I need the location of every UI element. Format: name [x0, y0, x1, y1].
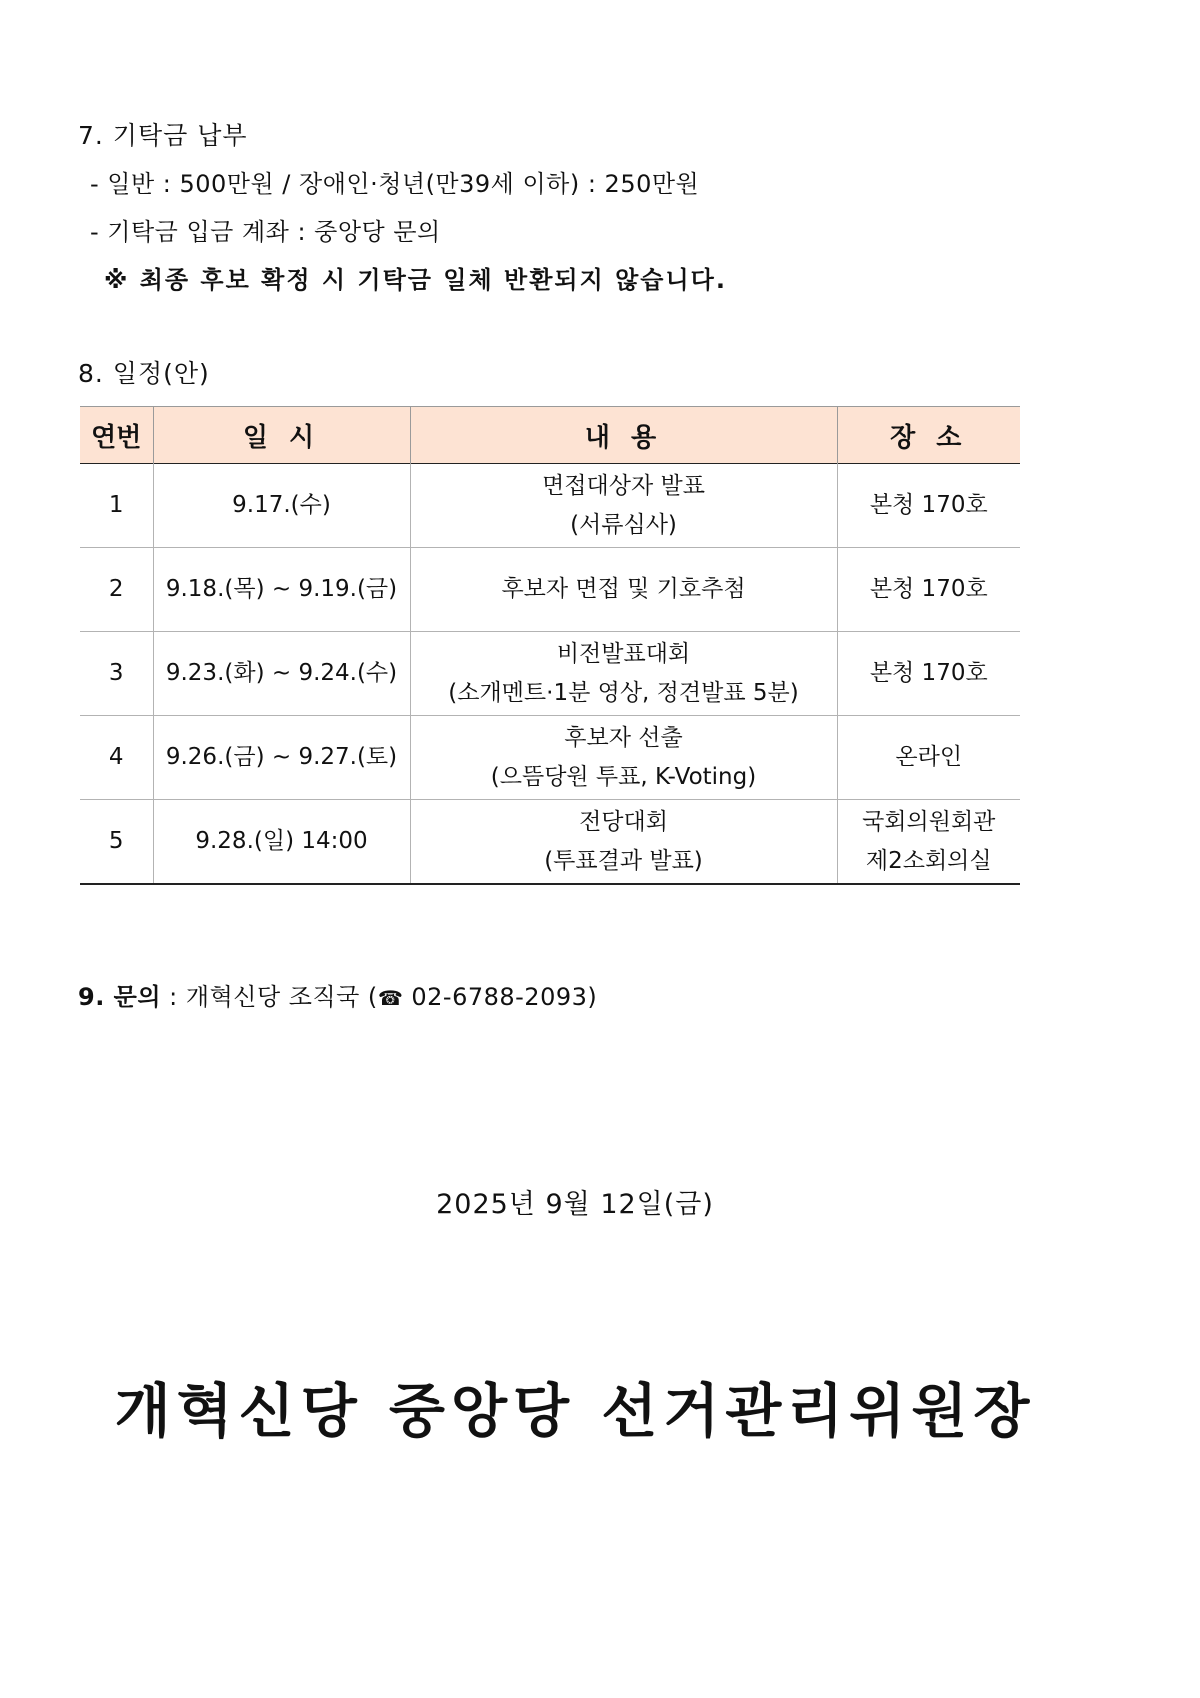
section-8-title: 8. 일정(안)	[78, 359, 210, 388]
row-no: 4	[80, 716, 153, 800]
row-no: 3	[80, 632, 153, 716]
contact-phone: 02-6788-2093)	[403, 983, 598, 1011]
schedule-table	[80, 406, 1020, 885]
row-content	[410, 716, 837, 800]
table-row	[80, 632, 1020, 716]
row-content-line2: (서류심사)	[570, 511, 677, 538]
row-content-line1: 면접대상자 발표	[542, 472, 705, 499]
table-row	[80, 800, 1020, 885]
row-content	[410, 548, 837, 632]
header-content: 내 용	[410, 407, 837, 464]
row-no: 2	[80, 548, 153, 632]
row-content-line1: 후보자 면접 및 기호추첨	[501, 576, 746, 602]
header-no: 연번	[80, 407, 153, 464]
contact-org: 개혁신당 조직국 (	[185, 983, 378, 1011]
signature-title: 개혁신당 중앙당 선거관리위원장	[114, 1377, 1036, 1445]
row-content	[410, 464, 837, 548]
deposit-account-line: - 기탁금 입금 계좌 : 중앙당 문의	[90, 218, 441, 246]
deposit-notice: ※ 최종 후보 확정 시 기탁금 일체 반환되지 않습니다.	[104, 266, 727, 294]
row-content-line1: 비전발표대회	[556, 640, 691, 667]
row-content-line1: 전당대회	[579, 808, 668, 835]
deposit-amount-line: - 일반 : 500만원 / 장애인·청년(만39세 이하) : 250만원	[90, 170, 700, 198]
header-datetime: 일 시	[153, 407, 410, 464]
row-date: 9.28.(일) 14:00	[153, 800, 410, 885]
row-place: 본청 170호	[837, 464, 1020, 548]
table-row	[80, 716, 1020, 800]
row-content-line2: (소개멘트·1분 영상, 정견발표 5분)	[448, 679, 799, 706]
row-no: 5	[80, 800, 153, 885]
table-header-row	[80, 407, 1020, 464]
row-content	[410, 800, 837, 885]
row-place: 본청 170호	[837, 548, 1020, 632]
header-place: 장 소	[837, 407, 1020, 464]
row-place: 본청 170호	[837, 632, 1020, 716]
row-content-line2: (으뜸당원 투표, K-Voting)	[490, 763, 757, 790]
row-content-line1: 후보자 선출	[564, 724, 683, 751]
row-place	[837, 800, 1020, 885]
section-9-contact	[78, 977, 597, 1012]
table-row	[80, 464, 1020, 548]
section-7-title: 7. 기탁금 납부	[78, 121, 248, 150]
contact-separator: :	[161, 983, 186, 1011]
row-content-line2: (투표결과 발표)	[544, 847, 703, 874]
phone-icon: ☎	[377, 986, 404, 1010]
row-place: 온라인	[837, 716, 1020, 800]
row-no: 1	[80, 464, 153, 548]
row-date: 9.18.(목) ~ 9.19.(금)	[153, 548, 410, 632]
row-date: 9.23.(화) ~ 9.24.(수)	[153, 632, 410, 716]
row-place-line2: 제2소회의실	[865, 847, 992, 874]
row-date: 9.26.(금) ~ 9.27.(토)	[153, 716, 410, 800]
table-row	[80, 548, 1020, 632]
row-place-line1: 국회의원회관	[862, 808, 996, 835]
row-content	[410, 632, 837, 716]
row-date: 9.17.(수)	[153, 464, 410, 548]
section-9-label: 9. 문의	[78, 983, 162, 1011]
document-date: 2025년 9월 12일(금)	[436, 1189, 714, 1220]
